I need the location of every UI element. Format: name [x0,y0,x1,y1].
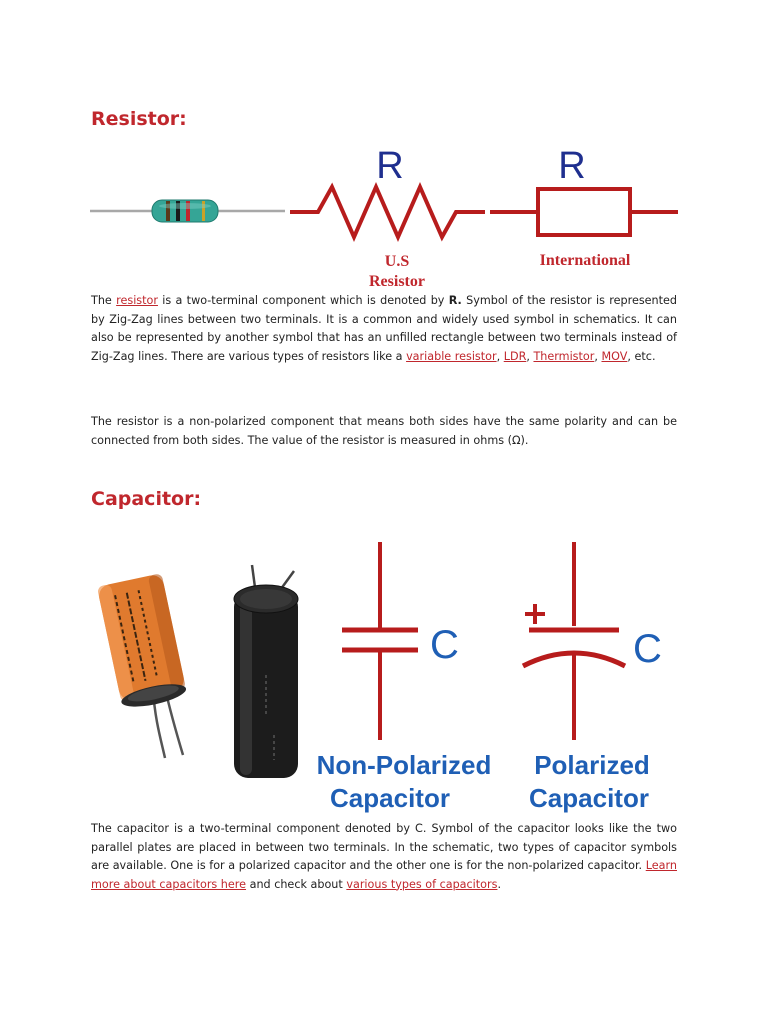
non-polarized-label-line2: Capacitor [330,783,450,813]
learn-capacitors-link[interactable]: Learn more about capacitors here [91,859,677,891]
resistor-symbol-letter-intl: R [558,145,586,187]
capacitor-heading: Capacitor: [91,488,202,510]
non-polarized-capacitor-symbol [300,540,510,820]
capacitor-paragraph: The capacitor is a two-terminal component denoted by C. Symbol of the capacitor looks like the two parallel plates are placed in between two terminals. In the schematic, two types of capacitor symbols are available. One is for a polarized capacitor and the other one is for the non-polarized capacitor. Learn more about capacitors here and check about various types of capacitors. [91,822,677,891]
polarized-capacitor-symbol [515,540,675,820]
mov-link[interactable]: MOV [601,349,628,363]
polarized-label-line2: Capacitor [529,783,649,813]
orange-capacitor-photo [95,570,205,760]
resistor-paragraph-1: The resistor is a two-terminal component which is denoted by R. Symbol of the resistor is represented by Zig-Zag lines between two terminals. It is a common and widely used symbol in schematics. It can also be represented by another symbol that has an unfilled rectangle between two terminals instead of Zig-Zag lines. There are various types of resistors like a variable resistor, LDR, Thermistor, MOV, etc. [91,294,677,363]
resistor-paragraph-2: The resistor is a non-polarized component that means both sides have the same polarity and can be connected from both sides. The value of the resistor is measured in ohms (Ω). [91,415,677,447]
international-resistor-symbol [490,140,680,275]
us-label-line2: Resistor [369,273,425,290]
black-capacitor-photo [226,565,306,785]
non-polarized-label-line1: Non-Polarized [316,750,492,780]
intl-label: International [539,252,631,269]
variable-resistor-link[interactable]: variable resistor [406,349,497,363]
capacitor-types-link[interactable]: various types of capacitors [346,877,498,891]
us-label-line1: U.S [384,253,410,270]
polarized-label-line1: Polarized [534,750,650,780]
resistor-heading: Resistor: [91,108,187,130]
resistor-symbol-letter-us: R [376,145,404,187]
polarized-symbol-letter: C [633,627,662,671]
us-resistor-symbol [290,140,485,295]
resistor-photo [90,195,285,227]
resistor-link[interactable]: resistor [116,294,158,307]
non-polarized-symbol-letter: C [430,623,459,667]
ldr-link[interactable]: LDR [503,349,527,363]
thermistor-link[interactable]: Thermistor [533,349,595,363]
